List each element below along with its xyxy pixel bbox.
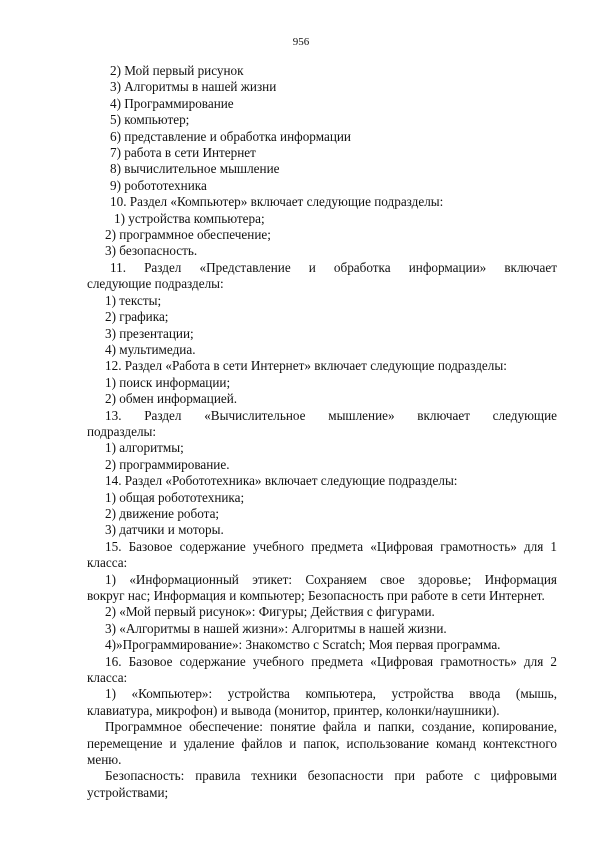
text-line: подразделы: [87,423,157,439]
page-number: 956 [292,36,310,48]
text-line: 4) мультимедиа. [105,341,196,357]
text-line: 1) поиск информации; [105,374,231,390]
text-line: 3) «Алгоритмы в нашей жизни»: Алгоритмы в нашей жизни. [105,620,447,636]
text-line: 2) обмен информацией. [105,391,238,407]
text-line: клавиатура, микрофон) и вывода (монитор, принтер, колонки/наушники). [87,702,500,718]
document-body [87,63,557,801]
text-line: 1) общая робототехника; [105,489,245,505]
text-line: следующие подразделы: [87,276,224,292]
text-line: 16. Базовое содержание учебного предмета «Цифровая грамотность» для 2 [105,653,557,669]
text-line: 5) компьютер; [110,112,190,128]
text-line: класса: [87,670,128,686]
text-line: класса: [87,555,128,571]
text-line: 13. Раздел «Вычислительное мышление» включает следующие [105,407,557,423]
text-line: меню. [87,752,122,768]
text-line: 15. Базовое содержание учебного предмета «Цифровая грамотность» для 1 [105,538,557,554]
text-line: 1) «Информационный этикет: Сохраняем свое здоровье; Информация [105,571,557,587]
text-line: 2) программное обеспечение; [105,227,271,243]
text-line: 1) устройства компьютера; [114,210,265,226]
text-line: 3) Алгоритмы в нашей жизни [110,79,277,95]
text-line: 2) «Мой первый рисунок»: Фигуры; Действия с фигурами. [105,604,435,620]
text-line: 14. Раздел «Робототехника» включает следующие подразделы: [105,473,458,489]
text-line: 8) вычислительное мышление [110,161,280,177]
text-line: 3) датчики и моторы. [105,522,224,538]
text-line: 10. Раздел «Компьютер» включает следующие подразделы: [110,194,444,210]
text-line: 1) алгоритмы; [105,440,184,456]
text-line: 3) безопасность. [105,243,198,259]
text-line: 4)»Программирование»: Знакомство с Scratch; Моя первая программа. [105,637,501,653]
text-line: 4) Программирование [110,95,234,111]
text-line: вокруг нас; Информация и компьютер; Безопасность при работе в сети Интернет. [87,588,545,603]
text-line: Безопасность: правила техники безопасности при работе с цифровыми [105,768,557,784]
text-line: перемещение и удаление файлов и папок, использование команд контекстного [87,735,557,751]
text-line: 11. Раздел «Представление и обработка информации» включает [110,259,557,275]
text-line: 2) программирование. [105,456,230,472]
text-line: 1) «Компьютер»: устройства компьютера, устройства ввода (мышь, [105,686,557,702]
text-line: 6) представление и обработка информации [110,128,351,144]
text-line: 2) графика; [105,309,169,325]
text-line: 2) Мой первый рисунок [110,63,244,78]
text-line: 3) презентации; [105,325,194,341]
text-line: 7) работа в сети Интернет [110,145,256,161]
text-line: 1) тексты; [105,292,162,308]
text-line: Программное обеспечение: понятие файла и папки, создание, копирование, [105,719,557,735]
text-line: 9) робототехника [110,177,207,193]
text-line: 12. Раздел «Работа в сети Интернет» включает следующие подразделы: [105,358,507,374]
text-line: устройствами; [87,784,169,800]
text-line: 2) движение робота; [105,505,220,521]
